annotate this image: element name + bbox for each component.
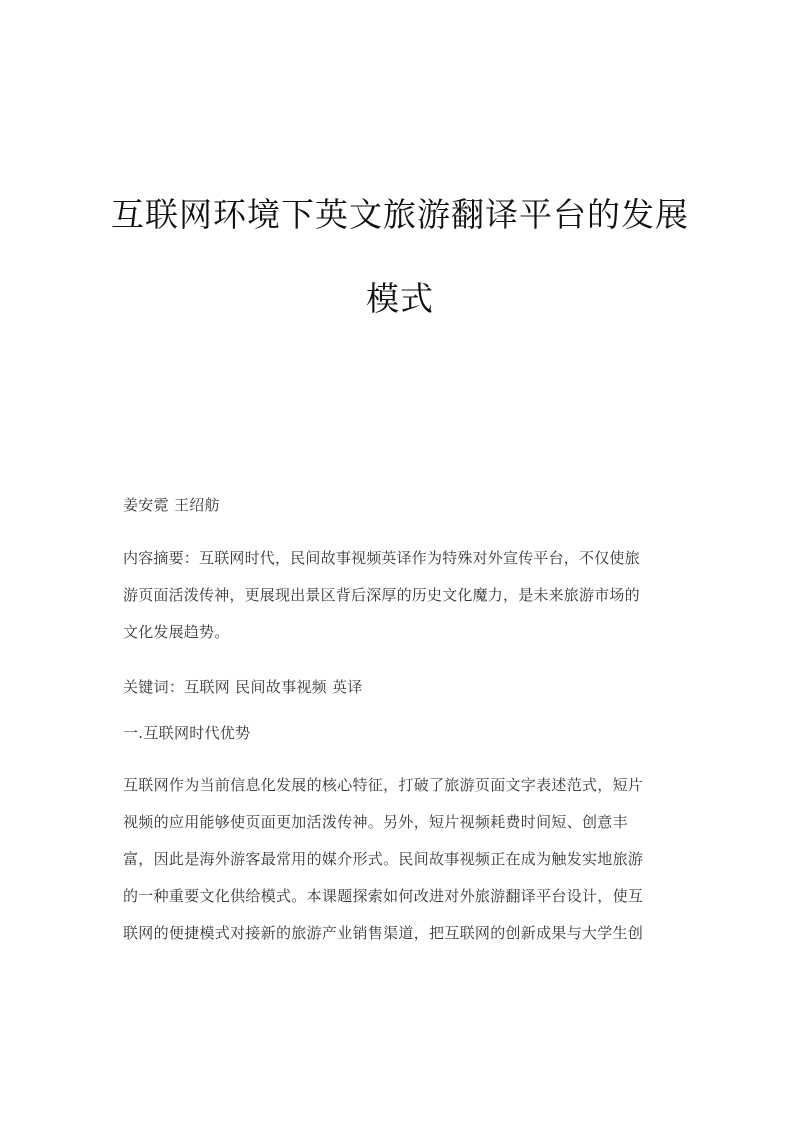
body-line: 富，因此是海外游客最常用的媒介形式。民间故事视频正在成为触发实地旅游 — [123, 850, 644, 868]
section-body — [123, 767, 671, 952]
body-line: 视频的应用能够使页面更加活泼传神。另外，短片视频耗费时间短、创意丰 — [123, 813, 628, 831]
authors: 姜安霓 王绍舫 — [123, 496, 220, 514]
body-line: 联网的便捷模式对接新的旅游产业销售渠道，把互联网的创新成果与大学生创 — [123, 924, 644, 942]
body-line: 的一种重要文化供给模式。本课题探索如何改进对外旅游翻译平台设计，使互 — [123, 887, 644, 905]
abstract — [123, 540, 671, 651]
body-line: 互联网作为当前信息化发展的核心特征，打破了旅游页面文字表述范式，短片 — [123, 776, 644, 794]
keywords: 关键词：互联网 民间故事视频 英译 — [123, 678, 363, 696]
document-title-line-1: 互联网环境下英文旅游翻译平台的发展 — [111, 195, 689, 234]
section-heading: 一.互联网时代优势 — [123, 724, 251, 742]
abstract-line: 内容摘要：互联网时代，民间故事视频英译作为特殊对外宣传平台，不仅使旅 — [123, 549, 640, 567]
abstract-line: 游页面活泼传神，更展现出景区背后深厚的历史文化魔力，是未来旅游市场的 — [123, 586, 640, 604]
abstract-line: 文化发展趋势。 — [123, 623, 230, 641]
document-title-line-2: 模式 — [366, 279, 434, 318]
